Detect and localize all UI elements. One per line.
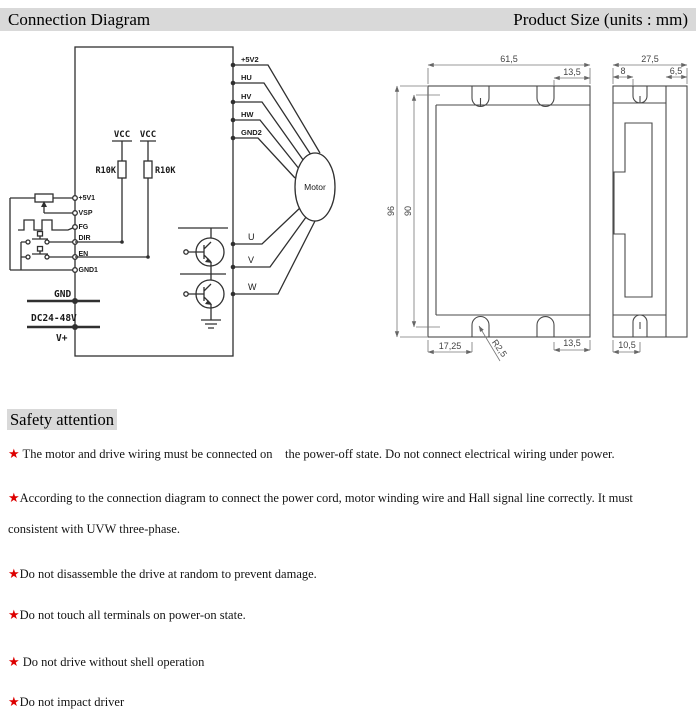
pin-label-5v2: +5V2 bbox=[241, 55, 259, 64]
dim-slot-radius: R2,5 bbox=[489, 337, 510, 359]
pin-label-dir: DIR bbox=[78, 235, 91, 242]
dimension-labels bbox=[386, 54, 682, 359]
pin-label-v: V bbox=[248, 255, 255, 265]
pin-label-hv: HV bbox=[241, 92, 252, 101]
star-bullet-icon: ★ bbox=[8, 694, 20, 709]
star-bullet-icon: ★ bbox=[8, 566, 20, 581]
pulse-signal-symbol bbox=[18, 220, 75, 230]
safety-item: ★ The motor and drive wiring must be connected on the power-off state. Do not connect electrical wiring under power. bbox=[8, 446, 615, 461]
product-size-title: Product Size (units : mm) bbox=[513, 10, 688, 29]
dimension-lines bbox=[397, 65, 687, 361]
dim-side-flange: 6,5 bbox=[669, 66, 683, 76]
connection-diagram bbox=[10, 47, 335, 356]
pin-label-gnd1: GND1 bbox=[78, 267, 98, 274]
pin-label-hu: HU bbox=[241, 73, 252, 82]
driver-box bbox=[75, 47, 233, 356]
front-view-outline bbox=[428, 86, 590, 337]
dir-button-symbol bbox=[21, 232, 75, 245]
safety-item: ★Do not touch all terminals on power-on state. bbox=[8, 607, 246, 622]
star-bullet-icon: ★ bbox=[8, 607, 20, 622]
dim-front-width: 61,5 bbox=[500, 54, 518, 64]
pin-label-u: U bbox=[248, 232, 255, 242]
dim-front-mounting-height: 90 bbox=[403, 205, 413, 217]
safety-item: ★ Do not drive without shell operation bbox=[8, 654, 205, 669]
transistor-stage bbox=[178, 228, 228, 328]
dim-front-top-slot: 13,5 bbox=[563, 67, 581, 77]
pin-label-5v1: +5V1 bbox=[78, 195, 96, 202]
safety-item: ★Do not disassemble the drive at random to prevent damage. bbox=[8, 566, 317, 581]
phase-wires bbox=[233, 206, 315, 294]
dim-side-bottom-slot: 10,5 bbox=[618, 340, 636, 350]
star-bullet-icon: ★ bbox=[8, 654, 20, 669]
star-bullet-icon: ★ bbox=[8, 446, 20, 461]
pin-label-w: W bbox=[248, 282, 257, 292]
pin-label-en: EN bbox=[78, 251, 89, 258]
vcc-label-left: VCC bbox=[113, 130, 131, 140]
motor-label: Motor bbox=[304, 182, 326, 192]
pin-label-hw: HW bbox=[241, 110, 254, 119]
supply-label: DC24-48V bbox=[31, 313, 77, 324]
side-view-outline bbox=[613, 86, 687, 337]
safety-item-continuation: consistent with UVW three-phase. bbox=[8, 522, 180, 536]
connection-diagram-title: Connection Diagram bbox=[8, 10, 151, 29]
product-size-drawing bbox=[428, 86, 687, 337]
vcc-label-right: VCC bbox=[139, 130, 157, 140]
pin-label-vsp: VSP bbox=[78, 210, 93, 217]
safety-section-title: Safety attention bbox=[7, 410, 117, 430]
pin-label-gnd2: GND2 bbox=[241, 128, 262, 137]
dim-front-height: 96 bbox=[386, 205, 396, 217]
dim-front-bottom-right: 13,5 bbox=[563, 338, 581, 348]
dim-side-top-slot: 8 bbox=[620, 66, 626, 76]
star-bullet-icon: ★ bbox=[8, 490, 20, 505]
dim-front-bottom-left: 17,25 bbox=[438, 341, 462, 351]
pin-label-fg: FG bbox=[78, 224, 89, 231]
dim-side-depth: 27,5 bbox=[641, 54, 659, 64]
safety-item: ★Do not impact driver bbox=[8, 694, 125, 709]
gnd-label: GND bbox=[54, 289, 72, 300]
resistor-label-left: R10K bbox=[95, 166, 116, 176]
safety-item: ★According to the connection diagram to connect the power cord, motor winding wire and Hall signal line correctly. It must bbox=[8, 490, 633, 505]
en-button-symbol bbox=[21, 247, 75, 260]
ground-symbol bbox=[201, 320, 221, 328]
vplus-label: V+ bbox=[56, 333, 68, 344]
resistor-label-right: R10K bbox=[155, 166, 176, 176]
